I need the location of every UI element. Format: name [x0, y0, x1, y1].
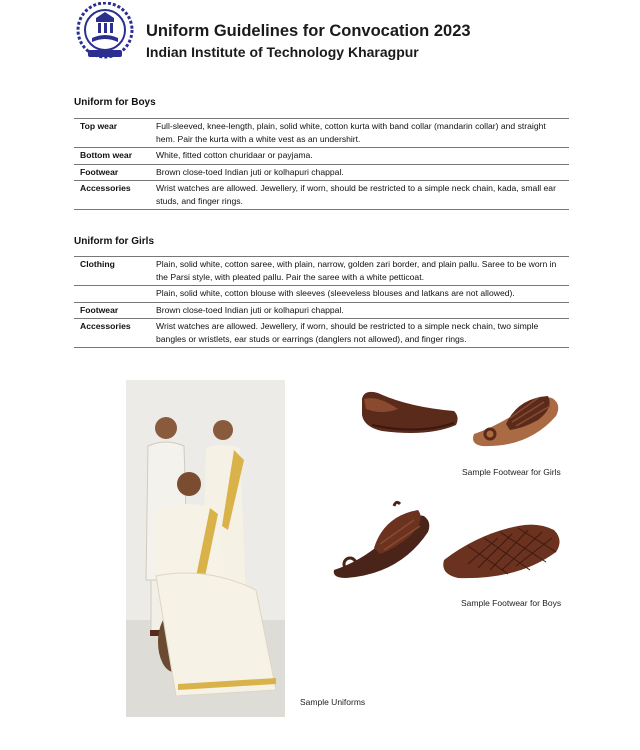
row-label: Top wear: [74, 119, 156, 148]
iit-kharagpur-emblem-icon: [74, 2, 136, 62]
table-row: [74, 302, 569, 319]
boys-table: [74, 118, 569, 210]
row-label: Footwear: [74, 302, 156, 319]
page-title: Uniform Guidelines for Convocation 2023: [146, 22, 471, 40]
girls-table: [74, 256, 569, 348]
table-row: [74, 319, 569, 348]
row-text: Plain, solid white, cotton saree, with plain, narrow, golden zari border, and plain pallu. Saree to be worn in the Parsi style, with pleated pallu. Pair the saree with a white petticoat.: [156, 257, 569, 286]
row-label: [74, 286, 156, 303]
row-label: Bottom wear: [74, 148, 156, 165]
row-text: Brown close-toed Indian juti or kolhapuri chappal.: [156, 164, 569, 181]
row-label: Accessories: [74, 319, 156, 348]
row-text: Wrist watches are allowed. Jewellery, if worn, should be restricted to a simple neck chain, kada, small ear studs, and finger rings.: [156, 181, 569, 210]
sample-uniforms-caption: Sample Uniforms: [300, 697, 366, 707]
row-label: Footwear: [74, 164, 156, 181]
boys-heading: Uniform for Boys: [74, 97, 156, 108]
row-text: Plain, solid white, cotton blouse with sleeves (sleeveless blouses and latkans are not allowed).: [156, 286, 569, 303]
row-text: Brown close-toed Indian juti or kolhapuri chappal.: [156, 302, 569, 319]
table-row: [74, 164, 569, 181]
table-row: [74, 286, 569, 303]
row-text: Full-sleeved, knee-length, plain, solid white, cotton kurta with band collar (mandarin collar) and straight hem. Pair the kurta with a white vest as an undershirt.: [156, 119, 569, 148]
girls-kolhapuri-image: [468, 390, 564, 450]
table-row: [74, 257, 569, 286]
boys-kolhapuri-image: [330, 498, 434, 580]
girls-juti-image: [358, 385, 462, 439]
row-text: Wrist watches are allowed. Jewellery, if worn, should be restricted to a simple neck chain, two simple bangles or wristlets, ear studs or earrings (danglers not allowed), and finger rings.: [156, 319, 569, 348]
girls-footwear-caption: Sample Footwear for Girls: [462, 467, 561, 477]
boys-footwear-caption: Sample Footwear for Boys: [461, 598, 562, 608]
row-label: Accessories: [74, 181, 156, 210]
table-row: [74, 119, 569, 148]
table-row: [74, 148, 569, 165]
boys-juti-image: [438, 520, 566, 584]
page-subtitle: Indian Institute of Technology Kharagpur: [146, 44, 419, 60]
girls-heading: Uniform for Girls: [74, 236, 155, 247]
sample-uniforms-photo: [126, 380, 285, 717]
table-row: [74, 181, 569, 210]
row-text: White, fitted cotton churidaar or payjama.: [156, 148, 569, 165]
row-label: Clothing: [74, 257, 156, 286]
